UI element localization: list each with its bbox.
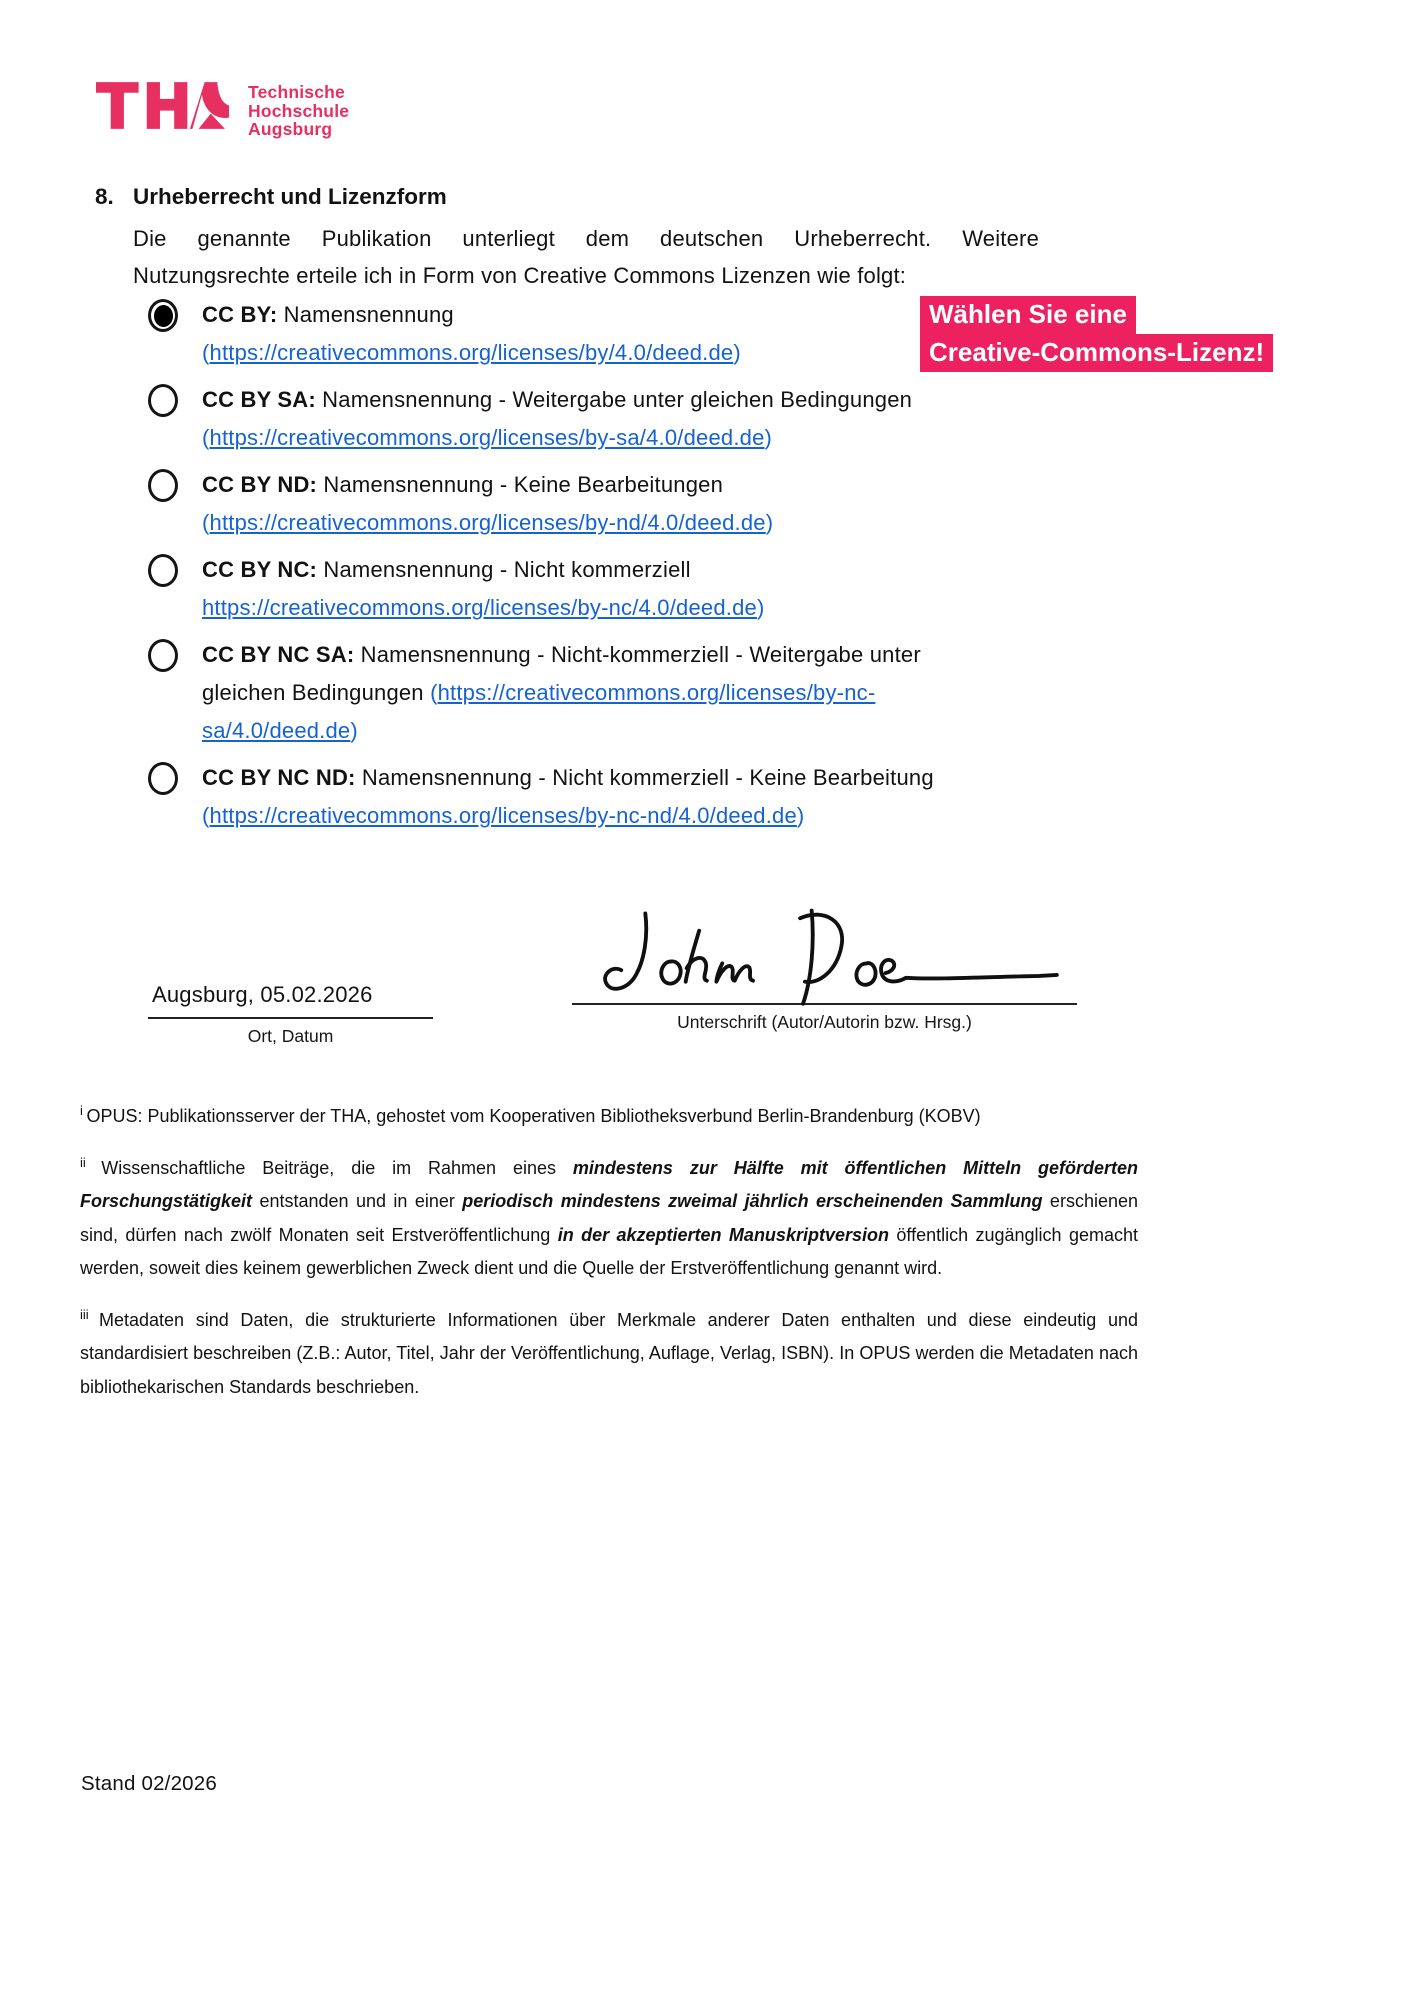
section-title: Urheberrecht und Lizenzform (133, 184, 447, 209)
hyperlink[interactable]: sa/4.0/deed.de (202, 718, 351, 743)
place-date-block (148, 982, 433, 1047)
license-option-cc-by-nd (148, 466, 1092, 542)
intro-line-2: Nutzungsrechte erteile ich in Form von Creative Commons Lizenzen wie folgt: (133, 263, 907, 288)
hyperlink[interactable]: https://creativecommons.org/licenses/by/4.0/deed.de (209, 340, 734, 365)
annotation-line-1: Wählen Sie eine (920, 296, 1136, 334)
footnote-marker: ii (80, 1154, 102, 1170)
hyperlink[interactable]: https://creativecommons.org/licenses/by-nd/4.0/deed.de (209, 510, 766, 535)
section-number: 8. (95, 184, 114, 209)
tha-logo-wordmark: Technische Hochschule Augsburg (248, 82, 350, 139)
signature-image (578, 905, 1078, 1017)
hyperlink[interactable]: https://creativecommons.org/licenses/by-nc/4.0/deed.de (202, 595, 757, 620)
license-option-cc-by-sa (148, 381, 1092, 457)
section-heading (95, 183, 447, 211)
footnote-marker: iii (80, 1306, 99, 1322)
radio-cc-by-nd[interactable] (148, 469, 178, 502)
license-option-cc-by-nc-sa (148, 636, 1092, 750)
stand-note: Stand 02/2026 (81, 1772, 217, 1795)
license-options (148, 296, 1092, 844)
license-text-cc-by-nc: CC BY NC: Namensnennung - Nicht kommerziell https://creativecommons.org/licenses/by-nc/4.0/deed.de) (202, 557, 765, 620)
annotation-line-2: Creative-Commons-Lizenz! (920, 334, 1273, 372)
intro-line-1: Die genannte Publikation unterliegt dem deutschen Urheberrecht. Weitere (133, 226, 1039, 251)
tha-logo-mark-icon (96, 82, 229, 129)
footnote-i: $^i$ OPUS: Publikationsserver der THA, gehostet vom Kooperativen Bibliotheksverbund Berlin-Brandenburg (KOBV) (80, 1103, 981, 1126)
tha-logo (96, 82, 349, 139)
license-option-cc-by-nc-nd (148, 759, 1092, 835)
footnote-iii: $^{iii}$ Metadaten sind Daten, die strukturierte Informationen über Merkmale anderer Daten enthalten und diese eindeutig und standardisiert beschreiben (Z.B.: Autor, Titel, Jahr der Veröffentlichung, Auflage, Verlag, ISBN). In OPUS werden die Metadaten nach bibliothekarischen Standards beschrieben. (80, 1306, 1138, 1397)
hyperlink[interactable]: https://creativecommons.org/licenses/by-nc- (437, 680, 876, 705)
hyperlink[interactable]: https://creativecommons.org/licenses/by-nc-nd/4.0/deed.de (209, 803, 797, 828)
signature-block (572, 905, 1077, 1033)
radio-cc-by[interactable] (148, 299, 178, 332)
license-text-cc-by-nc-sa: CC BY NC SA: Namensnennung - Nicht-kommerziell - Weitergabe unter gleichen Bedingungen (https://creativecommons.org/licenses/by-nc- sa/4.0/deed.de) (202, 642, 921, 743)
license-text-cc-by-nc-nd: CC BY NC ND: Namensnennung - Nicht kommerziell - Keine Bearbeitung (https://creativecommons.org/licenses/by-nc-nd/4.0/deed.de) (202, 765, 934, 828)
radio-cc-by-nc[interactable] (148, 554, 178, 587)
signature-rule (572, 1003, 1077, 1005)
annotation-highlight (920, 296, 1273, 372)
license-text-cc-by-sa: CC BY SA: Namensnennung - Weitergabe unter gleichen Bedingungen (https://creativecommons.org/licenses/by-sa/4.0/deed.de) (202, 387, 913, 450)
hyperlink[interactable]: https://creativecommons.org/licenses/by-sa/4.0/deed.de (209, 425, 765, 450)
place-date-value: Augsburg, 05.02.2026 (152, 982, 373, 1007)
radio-cc-by-nc-nd[interactable] (148, 762, 178, 795)
license-text-cc-by: CC BY: Namensnennung (https://creativecommons.org/licenses/by/4.0/deed.de) (202, 302, 741, 365)
signature-label: Unterschrift (Autor/Autorin bzw. Hrsg.) (677, 1012, 972, 1032)
footnotes (80, 1094, 1138, 1416)
license-text-cc-by-nd: CC BY ND: Namensnennung - Keine Bearbeitungen (https://creativecommons.org/licenses/by-nd/4.0/deed.de) (202, 472, 774, 535)
place-date-label: Ort, Datum (247, 1026, 334, 1046)
radio-cc-by-nc-sa[interactable] (148, 639, 178, 672)
intro-paragraph (133, 220, 1039, 294)
radio-cc-by-sa[interactable] (148, 384, 178, 417)
footnote-ii: $^{ii}$ Wissenschaftliche Beiträge, die im Rahmen eines mindestens zur Hälfte mit öffentlichen Mitteln geförderten Forschungstätigkeit entstanden und in einer periodisch mindestens zweimal jährlich erscheinenden Sammlung erschienen sind, dürfen nach zwölf Monaten seit Erstveröffentlichung in der akzeptierten Manuskriptversion öffentlich zugänglich gemacht werden, soweit dies keinem gewerblichen Zweck dient und die Quelle der Erstveröffentlichung genannt wird. (80, 1154, 1139, 1278)
place-date-rule (148, 1017, 433, 1019)
footnote-marker: i (80, 1103, 87, 1118)
radio-dot (154, 305, 173, 327)
license-option-cc-by-nc (148, 551, 1092, 627)
